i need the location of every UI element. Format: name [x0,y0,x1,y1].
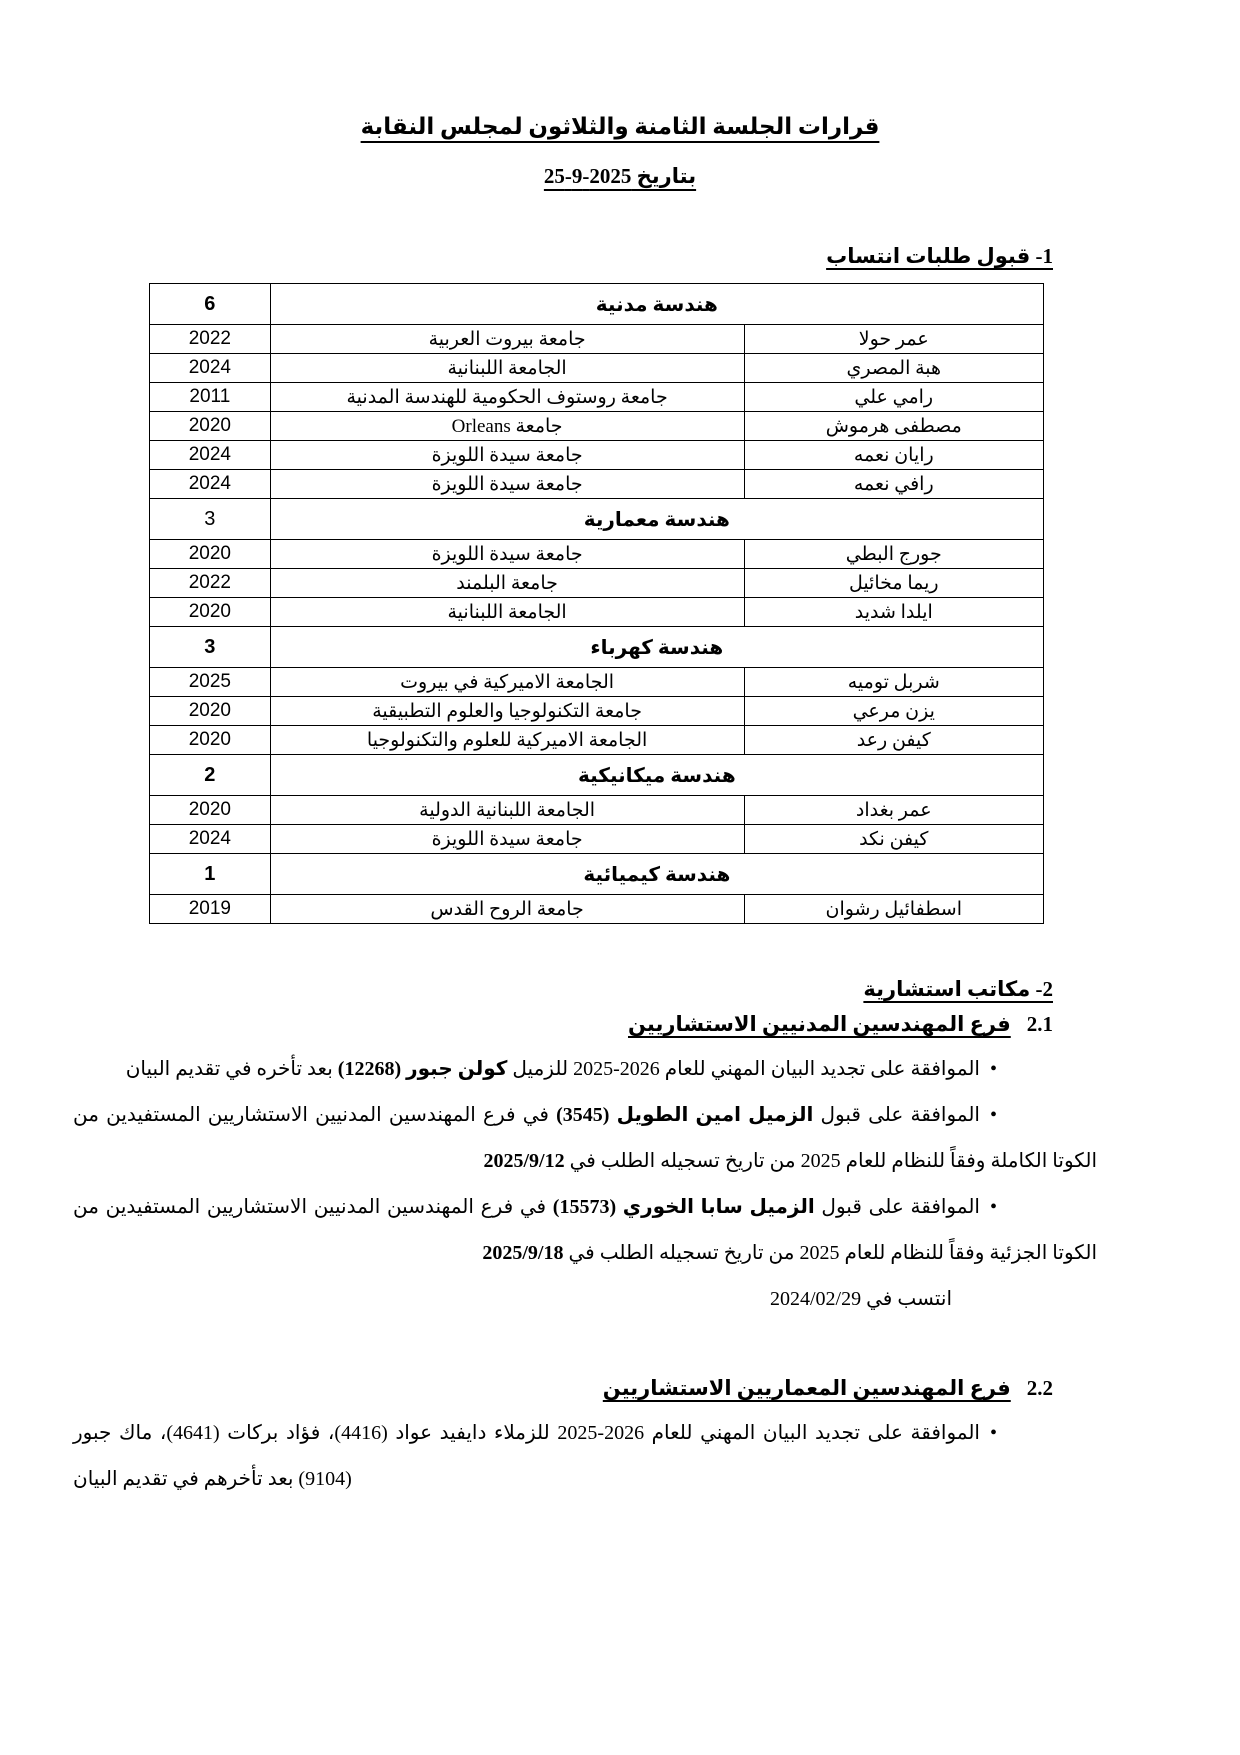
member-row [150,895,1044,924]
member-graduation-year: 2022 [150,569,271,598]
member-graduation-year: 2020 [150,540,271,569]
member-row [150,383,1044,412]
bullet-dot-icon: • [990,1422,998,1444]
member-university: جامعة سيدة اللويزة [270,441,744,470]
bullet-text: الموافقة على قبول [813,1104,980,1126]
bullet-dot-icon: • [990,1104,998,1126]
member-row [150,726,1044,755]
member-university: جامعة سيدة اللويزة [270,825,744,854]
member-row [150,569,1044,598]
member-university: جامعة Orleans [270,412,744,441]
member-university: الجامعة اللبنانية [270,354,744,383]
bullet-text: الموافقة على تجديد البيان المهني للعام 2026-2025 للزملاء دايفيد عواد (4416)، فؤاد بركات (4641)، ماك جبور (9104) بعد تأخرهم في تقديم البيان [73,1422,980,1490]
member-name: شربل توميه [744,668,1043,697]
category-row [150,755,1044,796]
category-name: هندسة معمارية [270,499,1043,540]
category-count: 1 [150,854,271,895]
member-name: ريما مخائيل [744,569,1043,598]
architect-consultants-bullets [73,1410,1097,1502]
member-university: الجامعة اللبنانية الدولية [270,796,744,825]
member-graduation-year: 2019 [150,895,271,924]
member-name: جورج البطي [744,540,1043,569]
bullet-dot-icon: • [989,1058,997,1080]
member-row [150,412,1044,441]
member-university: جامعة سيدة اللويزة [270,540,744,569]
member-university: جامعة روستوف الحكومية للهندسة المدنية [270,383,744,412]
document-date: بتاريخ 2025-9-25 [543,164,697,188]
member-row [150,470,1044,499]
subsection-heading-architect-consultants [0,1372,1053,1404]
member-name: مصطفى هرموش [744,412,1043,441]
member-university: جامعة التكنولوجيا والعلوم التطبيقية [270,697,744,726]
member-name: كيفن رعد [744,726,1043,755]
bullet-text: في فرع المهندسين المدنيين الاستشاريين المستفيدين من الكوتا الجزئية وفقاً للنظام للعام 2025 من تاريخ تسجيله الطلب في [73,1196,1097,1264]
bullet-text: الموافقة على تجديد البيان المهني للعام 2026-2025 للزميل [507,1058,980,1080]
document-title: قرارات الجلسة الثامنة والثلاثون لمجلس النقابة [360,114,880,139]
member-university: الجامعة الاميركية في بيروت [270,668,744,697]
member-name: ايلدا شديد [744,598,1043,627]
bullet-text: في فرع المهندسين المدنيين الاستشاريين المستفيدين من الكوتا الكاملة وفقاً للنظام للعام 2025 من تاريخ تسجيله الطلب في [73,1104,1097,1172]
bullet-accept-15573 [73,1184,1097,1322]
category-name: هندسة مدنية [270,284,1043,325]
category-count: 2 [150,755,271,796]
member-graduation-year: 2025 [150,668,271,697]
member-graduation-year: 2024 [150,470,271,499]
member-graduation-year: 2020 [150,412,271,441]
member-graduation-year: 2020 [150,598,271,627]
member-university: الجامعة الاميركية للعلوم والتكنولوجيا [270,726,744,755]
category-row [150,499,1044,540]
category-name: هندسة كيميائية [270,854,1043,895]
member-name: رامي علي [744,383,1043,412]
member-name: عمر بغداد [744,796,1043,825]
bullet-tail-join-date: انتسب في 2024/02/29 [770,1288,952,1310]
subsection-heading-civil-consultants [0,1008,1053,1040]
member-row [150,796,1044,825]
member-graduation-year: 2024 [150,441,271,470]
member-row [150,668,1044,697]
member-row [150,598,1044,627]
member-graduation-year: 2024 [150,825,271,854]
member-row [150,441,1044,470]
category-row [150,854,1044,895]
document-date-line [0,164,1240,189]
bullet-renew-statement-12268 [73,1046,1097,1092]
member-graduation-year: 2020 [150,796,271,825]
member-name: رايان نعمه [744,441,1043,470]
membership-table-body [150,284,1044,924]
civil-consultants-bullets [73,1046,1097,1322]
subsection-number: 2.2 [1026,1376,1053,1400]
member-row [150,697,1044,726]
section-heading-offices: 2- مكاتب استشارية [863,977,1053,1001]
member-graduation-year: 2024 [150,354,271,383]
member-university: الجامعة اللبنانية [270,598,744,627]
bullet-bold-date: 2025/9/12 [483,1150,565,1172]
category-row [150,627,1044,668]
bullet-bold-name: الزميل امين الطويل (3545) [556,1104,814,1126]
member-name: رافي نعمه [744,470,1043,499]
category-count: 3 [150,627,271,668]
member-row [150,540,1044,569]
membership-table [149,283,1044,924]
member-row [150,354,1044,383]
member-name: اسطفائيل رشوان [744,895,1043,924]
member-name: كيفن نكد [744,825,1043,854]
subsection-title: فرع المهندسين المدنيين الاستشاريين [628,1012,1011,1036]
member-name: عمر حولا [744,325,1043,354]
category-name: هندسة كهرباء [270,627,1043,668]
bullet-renew-statement-architects [73,1410,1097,1502]
section-heading-membership: 1- قبول طلبات انتساب [826,244,1053,268]
bullet-dot-icon: • [989,1196,997,1218]
category-count: 3 [150,499,271,540]
bullet-bold-date: 2025/9/18 [482,1242,564,1264]
member-graduation-year: 2022 [150,325,271,354]
member-university: جامعة الروح القدس [270,895,744,924]
member-university: جامعة سيدة اللويزة [270,470,744,499]
member-name: يزن مرعي [744,697,1043,726]
member-university: جامعة بيروت العربية [270,325,744,354]
bullet-text: الموافقة على قبول [814,1196,980,1218]
subsection-title: فرع المهندسين المعماريين الاستشاريين [602,1376,1011,1400]
member-university: جامعة البلمند [270,569,744,598]
bullet-bold-name: كولن جبور (12268) [337,1058,508,1080]
member-graduation-year: 2020 [150,726,271,755]
category-count: 6 [150,284,271,325]
category-row [150,284,1044,325]
member-graduation-year: 2011 [150,383,271,412]
document-header [0,0,1240,189]
member-row [150,825,1044,854]
member-graduation-year: 2020 [150,697,271,726]
bullet-accept-3545 [73,1092,1097,1184]
bullet-text: بعد تأخره في تقديم البيان [125,1058,338,1080]
bullet-bold-name: الزميل سابا الخوري (15573) [552,1196,815,1218]
member-row [150,325,1044,354]
member-name: هبة المصري [744,354,1043,383]
category-name: هندسة ميكانيكية [270,755,1043,796]
subsection-number: 2.1 [1026,1012,1053,1036]
